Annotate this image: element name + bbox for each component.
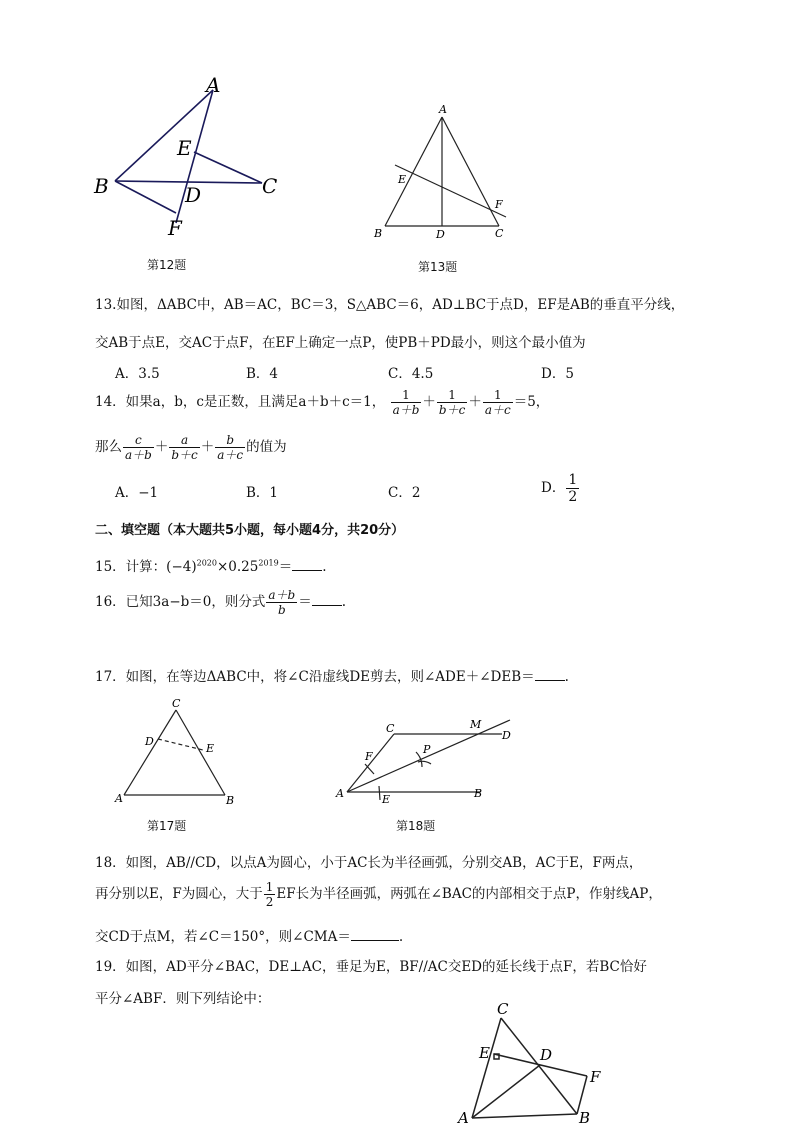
fig18-label-a: A [336, 787, 344, 800]
q17-text: 17．如图，在等边ΔABC中，将∠C沿虚线DE剪去，则∠ADE＋∠DEB＝ [95, 669, 535, 685]
figure-12 [88, 68, 288, 243]
q14-option-a: A．−1 [115, 485, 159, 501]
fig12-label-f: F [168, 216, 182, 240]
q13-option-b: B．4 [246, 366, 279, 382]
figure-18 [330, 712, 520, 807]
section2-title: 二、填空题（本大题共5小题，每小题4分，共20分） [95, 523, 405, 538]
fig12-label-c: C [262, 174, 278, 198]
q14-line2: 那么 $\frac{c}{a+b}$ ＋ $\frac{a}{b+c}$ ＋ $\frac{b}{a+c}$ 的值为 [95, 433, 287, 462]
q14-cond-result: ＝5， [513, 394, 550, 410]
q14-option-d-label: D． [541, 480, 566, 496]
q14-option-d-frac: $\frac{1}{2}$ [568, 472, 578, 505]
q14-cond-frac-1: $\frac{1}{a+b}$ [392, 388, 420, 417]
q16-prefix: 16．已知3a−b＝0，则分式 [95, 594, 266, 610]
fig17-caption: 第17题 [147, 819, 187, 833]
fig13-label-e: E [398, 173, 407, 186]
fig18-label-e: E [382, 793, 391, 806]
q19-line1: 19．如图，AD平分∠BAC，DE⊥AC，垂足为E，BF//AC交ED的延长线于点F，若BC恰好 [95, 959, 647, 975]
fig12-label-b: B [94, 174, 109, 198]
q18-line1: 18．如图，AB//CD，以点A为圆心，小于AC长为半径画弧，分别交AB，AC于E，F两点， [95, 855, 643, 871]
q14-expr-frac-1: $\frac{c}{a+b}$ [125, 433, 152, 462]
q13-option-a: A．3.5 [115, 366, 160, 382]
q13-option-c: C．4.5 [388, 366, 434, 382]
q14-option-b: B．1 [246, 485, 279, 501]
fig13-label-b: B [374, 227, 383, 240]
fig17-label-c: C [172, 697, 181, 710]
fig19-label-e: E [479, 1044, 490, 1062]
q14-expr-frac-3: $\frac{b}{a+c}$ [217, 433, 244, 462]
q15-answer-blank[interactable] [292, 558, 322, 571]
q16-answer-blank[interactable] [312, 593, 342, 606]
q18-line2 [95, 880, 662, 909]
fig18-label-p: P [423, 743, 431, 756]
q15-suffix: ＝ [278, 559, 293, 575]
figure-13 [368, 100, 518, 242]
q15-line: 15．计算：$(-4)^{2020}\times 0.25^{2019}=$ . [95, 558, 327, 575]
fig13-label-c: C [495, 227, 504, 240]
q19-line2: 平分∠ABF．则下列结论中： [95, 991, 271, 1007]
fig17-label-a: A [115, 792, 123, 805]
q14-option-d [541, 472, 580, 505]
q18-frac: $\frac{1}{2}$ [265, 880, 274, 909]
q13-line2: 交AB于点E，交AC于点F，在EF上确定一点P，使PB＋PD最小，则这个最小值为 [95, 335, 586, 351]
q18-line3-text: 交CD于点M，若∠C＝150°，则∠CMA＝ [95, 929, 351, 945]
fig18-label-c: C [386, 722, 395, 735]
fig12-caption: 第12题 [147, 258, 187, 272]
fig13-label-a: A [439, 103, 447, 116]
q13-option-d: D．5 [541, 366, 574, 382]
q14-cond-frac-3: $\frac{1}{a+c}$ [484, 388, 511, 417]
fig13-label-f: F [495, 198, 503, 211]
q14-line1: 14．如果a，b，c是正数，且满足a＋b＋c＝1， $\frac{1}{a+b}$ ＋ $\frac{1}{b+c}$ ＋ $\frac{1}{a+c}$ ＝5， [95, 388, 550, 417]
fig19-label-f: F [590, 1068, 601, 1086]
fig18-label-f: F [365, 750, 373, 763]
fig18-label-m: M [470, 718, 482, 731]
fig18-label-d: D [502, 729, 511, 742]
q18-answer-blank[interactable] [351, 928, 399, 941]
fig18-caption: 第18题 [396, 819, 436, 833]
fig17-label-d: D [145, 735, 154, 748]
q14-line2-prefix: 那么 [95, 439, 122, 455]
q18-line2-prefix: 再分别以E，F为圆心，大于 [95, 886, 263, 902]
q18-line2-suffix: EF长为半径画弧，两弧在∠BAC的内部相交于点P，作射线AP， [276, 886, 662, 902]
fig19-label-b: B [579, 1109, 591, 1123]
q16-suffix: ＝ [298, 594, 312, 610]
q14-expr-frac-2: $\frac{a}{b+c}$ [171, 433, 198, 462]
q15-exp2: 2019 [258, 558, 279, 568]
fig17-label-e: E [206, 742, 215, 755]
q14-prefix: 14．如果a，b，c是正数，且满足a＋b＋c＝1， [95, 394, 386, 410]
figure-17 [110, 695, 245, 810]
fig13-caption: 第13题 [418, 260, 458, 274]
q16-frac: $\frac{a+b}{b}$ [268, 588, 296, 617]
fig18-label-b: B [474, 787, 483, 800]
fig19-label-c: C [497, 1000, 509, 1018]
fig12-label-d: D [185, 183, 202, 207]
q14-option-c: C．2 [388, 485, 421, 501]
fig13-label-d: D [436, 228, 445, 241]
fig12-label-e: E [177, 136, 192, 160]
q15-mid: ×0.25 [216, 559, 259, 575]
fig17-label-b: B [226, 794, 235, 807]
q14-line2-suffix: 的值为 [246, 439, 287, 455]
q17-answer-blank[interactable] [535, 668, 565, 681]
q17-line: 17．如图，在等边ΔABC中，将∠C沿虚线DE剪去，则∠ADE＋∠DEB＝ . [95, 669, 569, 685]
q15-exp1: 2020 [196, 558, 217, 568]
figure-19 [455, 998, 615, 1123]
q13-line1: 13.如图，ΔABC中，AB＝AC，BC＝3，S△ABC＝6，AD⊥BC于点D，EF是AB的垂直平分线， [95, 297, 685, 313]
q18-line3: 交CD于点M，若∠C＝150°，则∠CMA＝ . [95, 929, 404, 945]
fig12-label-a: A [206, 73, 221, 97]
fig19-label-d: D [540, 1046, 553, 1064]
q14-cond-frac-2: $\frac{1}{b+c}$ [438, 388, 466, 417]
q15-prefix: 15．计算：(−4) [95, 559, 197, 575]
q16-line: 16．已知3a−b＝0，则分式 $\frac{a+b}{b}$ ＝ . [95, 588, 346, 617]
fig19-label-a: A [458, 1109, 469, 1123]
